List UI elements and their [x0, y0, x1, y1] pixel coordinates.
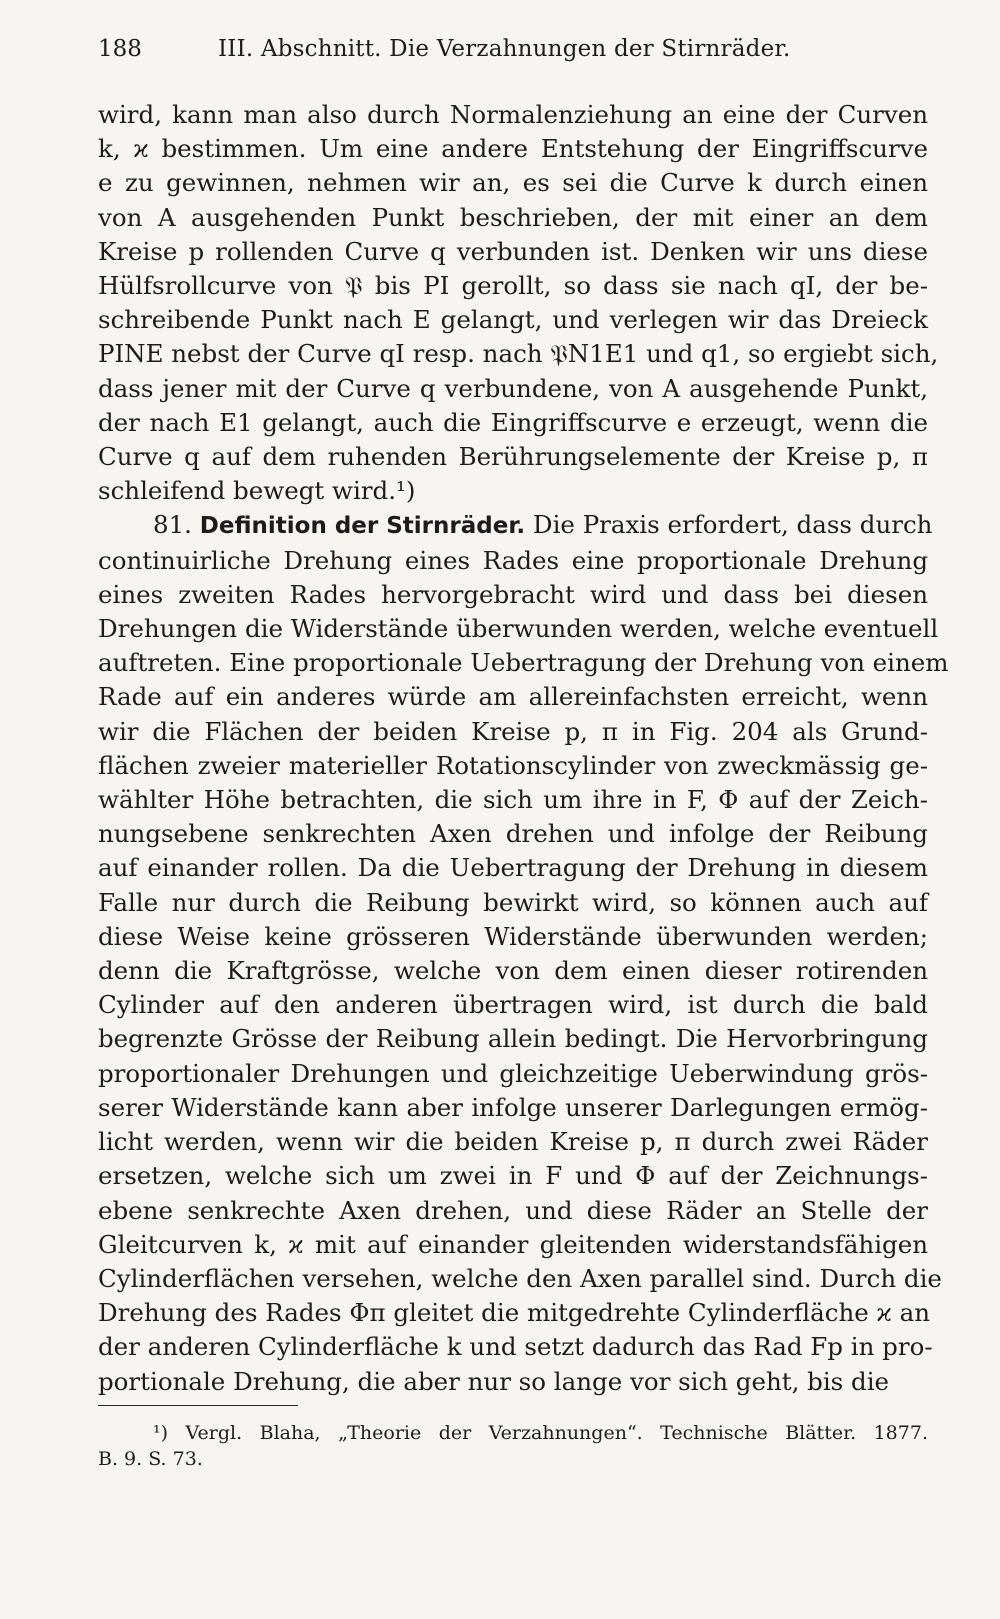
text-line: flächen zweier materieller Rotationscylinder von zweckmässig ge- — [98, 750, 928, 780]
running-title: III. Abschnitt. Die Verzahnungen der Stirnräder. — [218, 36, 791, 62]
text-line: Rade auf ein anderes würde am allereinfachsten erreicht, wenn — [98, 682, 928, 712]
text-line: Curve q auf dem ruhenden Berührungselemente der Kreise p, π — [98, 442, 928, 472]
text-line: ersetzen, welche sich um zwei in F und Φ auf der Zeichnungs- — [98, 1161, 928, 1191]
running-header — [98, 36, 928, 76]
text-line: begrenzte Grösse der Reibung allein bedingt. Die Hervorbringung — [98, 1024, 928, 1054]
footnote-line-1: ¹) Vergl. Blaha, „Theorie der Verzahnungen“. Technische Blätter. 1877. — [153, 1421, 928, 1444]
text-line: Cylinderflächen versehen, welche den Axen parallel sind. Durch die — [98, 1263, 942, 1293]
text-line: schleifend bewegt wird.¹) — [98, 476, 416, 506]
text-line: portionale Drehung, die aber nur so lange vor sich geht, bis die — [98, 1366, 890, 1396]
text-line: ebene senkrechte Axen drehen, und diese Räder an Stelle der — [98, 1195, 928, 1225]
text-line: Falle nur durch die Reibung bewirkt wird, so können auch auf — [98, 887, 928, 917]
text-line: wir die Flächen der beiden Kreise p, π in Fig. 204 als Grund- — [98, 716, 928, 746]
section-81-first-line — [98, 508, 933, 543]
text-line: auftreten. Eine proportionale Uebertragung der Drehung von einem — [98, 648, 949, 678]
body-text — [98, 98, 949, 1399]
text-line: Gleitcurven k, ϰ mit auf einander gleitenden widerstandsfähigen — [98, 1229, 928, 1259]
text-line: eines zweiten Rades hervorgebracht wird und dass bei diesen — [98, 579, 928, 609]
text-line: proportionaler Drehungen und gleichzeitige Ueberwindung grös- — [98, 1058, 928, 1088]
page-number: 188 — [98, 36, 142, 62]
text-line: von A ausgehenden Punkt beschrieben, der mit einer an dem — [98, 202, 928, 232]
text-line: PINE nebst der Curve qI resp. nach 𝔓N1E1 und q1, so ergiebt sich, — [98, 339, 939, 369]
text-line: wird, kann man also durch Normalenziehung an eine der Curven — [98, 100, 928, 129]
text-line: nungsebene senkrechten Axen drehen und infolge der Reibung — [98, 819, 928, 849]
text-line: schreibende Punkt nach E gelangt, und verlegen wir das Dreieck — [98, 305, 928, 335]
footnotes — [98, 1420, 928, 1472]
text-line: auf einander rollen. Da die Uebertragung der Drehung in diesem — [98, 853, 928, 883]
text-line: diese Weise keine grösseren Widerstände überwunden werden; — [98, 921, 928, 951]
text-line: serer Widerstände kann aber infolge unserer Darlegungen ermög- — [98, 1092, 928, 1122]
section-first-line-text: Die Praxis erfordert, dass durch — [532, 510, 933, 540]
text-line: der nach E1 gelangt, auch die Eingriffscurve e erzeugt, wenn die — [98, 407, 928, 437]
footnote-line-2: B. 9. S. 73. — [98, 1447, 203, 1470]
text-line: Drehungen die Widerstände überwunden werden, welche eventuell — [98, 614, 939, 644]
paragraph-1 — [98, 98, 939, 508]
section-81-body — [98, 544, 949, 1399]
text-line: licht werden, wenn wir die beiden Kreise p, π durch zwei Räder — [98, 1127, 928, 1157]
text-line: der anderen Cylinderfläche k und setzt dadurch das Rad Fp in pro- — [98, 1332, 933, 1362]
text-line: Hülfsrollcurve von 𝔓 bis PI gerollt, so dass sie nach qI, der be- — [98, 271, 928, 301]
text-line: continuirliche Drehung eines Rades eine proportionale Drehung — [98, 545, 928, 575]
text-line: e zu gewinnen, nehmen wir an, es sei die Curve k durch einen — [98, 168, 928, 198]
text-line: Kreise p rollenden Curve q verbunden ist. Denken wir uns diese — [98, 236, 928, 266]
footnote-divider — [98, 1405, 298, 1406]
text-line: dass jener mit der Curve q verbundene, von A ausgehende Punkt, — [98, 373, 928, 403]
section-number: 81. — [153, 510, 192, 540]
text-line: Drehung des Rades Φπ gleitet die mitgedrehte Cylinderfläche ϰ an — [98, 1298, 930, 1328]
section-heading: Definition der Stirnräder. — [199, 513, 526, 540]
text-line: k, ϰ bestimmen. Um eine andere Entstehung der Eingriffscurve — [98, 134, 928, 164]
text-line: Cylinder auf den anderen übertragen wird, ist durch die bald — [98, 990, 928, 1020]
text-line: wählter Höhe betrachten, die sich um ihre in F, Φ auf der Zeich- — [98, 785, 928, 815]
text-line: denn die Kraftgrösse, welche von dem einen dieser rotirenden — [98, 956, 928, 986]
book-page — [98, 36, 949, 1472]
